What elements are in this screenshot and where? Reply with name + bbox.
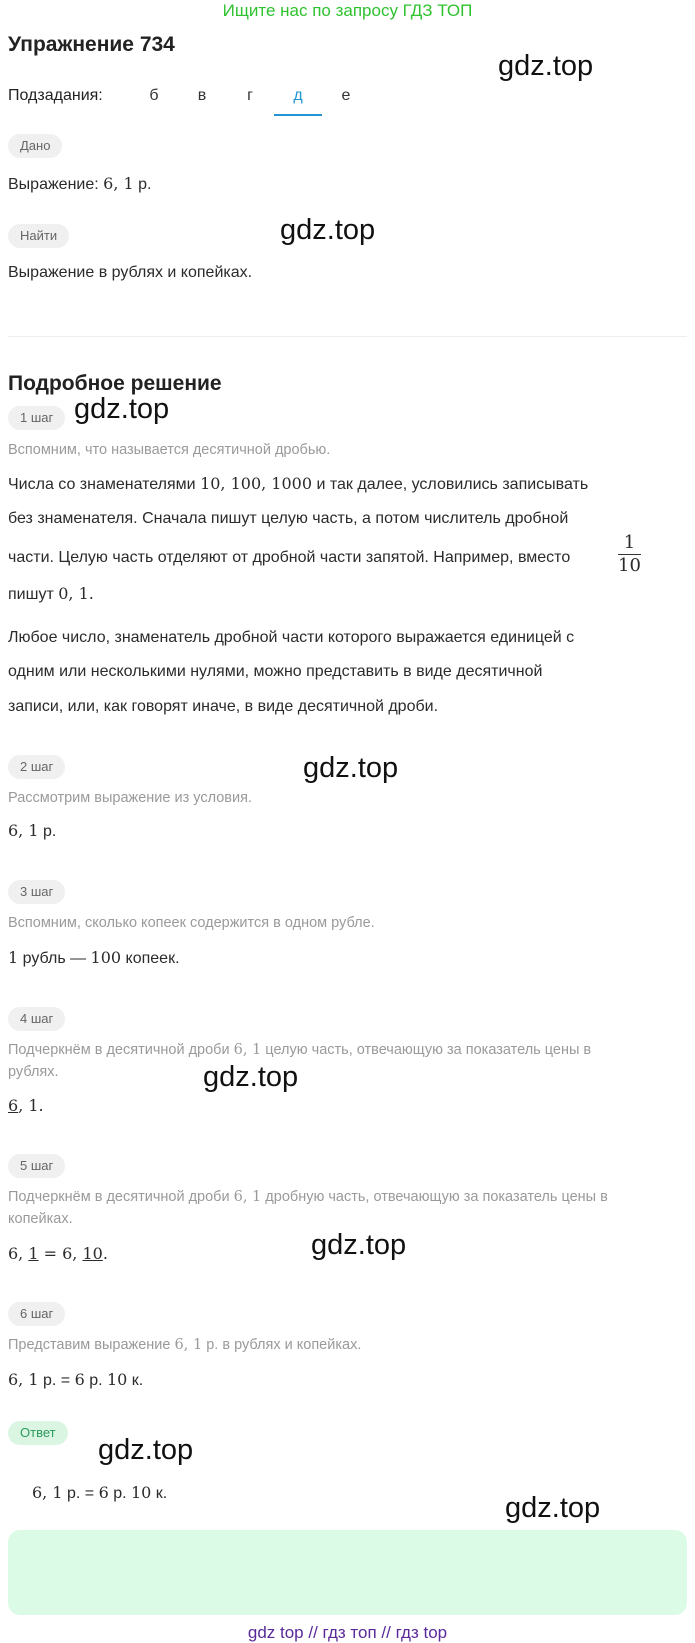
tab-e[interactable]: е [341,87,351,104]
math-span: 6, 1 [8,821,39,840]
step-badge: 1 шаг [8,406,65,430]
step-badge: 3 шаг [8,880,65,904]
divider [8,336,687,337]
footer-link[interactable]: гдз top [395,1623,448,1642]
step-hint [8,1334,361,1356]
math-span: 6 [98,1483,109,1502]
step-text: Любое число, знаменатель дробной части которого выражается единицей с [8,629,575,646]
step-badge: 4 шаг [8,1007,65,1031]
step-text: части. Целую часть отделяют от дробной части запятой. Например, вместо [8,549,571,566]
watermark: gdz.top [98,1434,194,1466]
step-text: записи, или, как говорят иначе, в виде десятичной дроби. [8,698,439,715]
page-title: Упражнение 734 [8,33,175,56]
math-span: = 6, [38,1244,83,1263]
step-text: без знаменателя. Сначала пишут целую часть, а потом числитель дробной [8,510,569,527]
step-badge: 5 шаг [8,1154,65,1178]
footer-links [0,1623,695,1643]
watermark: gdz.top [498,50,594,82]
text-span: рубль — [18,950,91,967]
watermark: gdz.top [303,752,399,784]
tab-d[interactable]: д [274,76,322,116]
text-span: Подчеркнём в десятичной дроби [8,1189,234,1205]
step-badge: 6 шаг [8,1302,65,1326]
step-hint: рублях. [8,1064,59,1080]
search-banner: Ищите нас по запросу ГДЗ ТОП [222,1,473,20]
text-span: Представим выражение [8,1337,175,1353]
given-badge: Дано [8,134,62,158]
tab-g[interactable]: г [247,87,253,104]
text-span: р. [108,1485,131,1502]
text-span: Числа со знаменателями [8,476,201,493]
text-span: к. [127,1372,144,1389]
step-badge: 2 шаг [8,755,65,779]
text-span: р. [38,823,57,840]
answer-math [32,1475,167,1511]
watermark: gdz.top [203,1061,299,1093]
fraction [618,532,641,577]
math-span: 10 [106,1370,128,1389]
text-span: копеек. [121,950,180,967]
step-hint: Рассмотрим выражение из условия. [8,790,252,806]
given-text [8,166,151,202]
step-text [8,466,588,502]
footer-separator: // [308,1623,318,1642]
step-text [8,576,94,612]
step-hint: Вспомним, сколько копеек содержится в одном рубле. [8,915,375,931]
text-span: р. = [38,1372,75,1389]
answer-box [8,1530,687,1615]
footer-separator: // [381,1623,391,1642]
text-span: р. в рублях и копейках. [202,1337,362,1353]
math-span: 6, 1 [233,1042,262,1058]
text-span: р. [84,1372,107,1389]
footer-link[interactable]: gdz top [247,1623,304,1642]
footer-link[interactable]: гдз топ [322,1623,377,1642]
find-text: Выражение в рублях и копейках. [8,264,253,281]
text-span: р. = [62,1485,99,1502]
watermark: gdz.top [505,1492,601,1524]
math-span: 10, 100, 1000 [200,474,313,493]
step-math [8,1088,44,1123]
math-span: 6 [74,1370,85,1389]
text-span: целую часть, отвечающую за показатель цены в [261,1042,592,1058]
given-math: 6, 1 [103,174,134,193]
underlined-math: 10 [82,1244,103,1263]
step-text: одним или несколькими нулями, можно представить в виде десятичной [8,663,543,680]
tab-v[interactable]: в [197,87,207,104]
tab-b[interactable]: б [149,87,159,104]
watermark: gdz.top [311,1229,407,1261]
math-span: , 1. [18,1096,44,1115]
math-span: 6, [8,1244,29,1263]
step-hint [8,1186,608,1208]
text-span: и так далее, условились записывать [312,476,589,493]
step-hint: Вспомним, что называется десятичной дробью. [8,442,331,458]
solution-title: Подробное решение [8,372,222,395]
math-span: 1 [8,948,19,967]
math-span: 6, 1 [233,1189,262,1205]
underlined-math: 6 [8,1096,19,1115]
step-hint [8,1039,591,1061]
given-suffix: р. [133,176,152,193]
math-span: 6, 1 [8,1370,39,1389]
step-hint: копейках. [8,1211,73,1227]
step-math [8,1362,143,1398]
subtasks-label: Подзадания: [8,87,103,104]
underlined-math: 1 [28,1244,39,1263]
math-span: 0, 1. [58,584,94,603]
watermark: gdz.top [280,214,376,246]
fraction-denominator: 10 [618,555,641,576]
text-span: пишут [8,586,59,603]
fraction-numerator: 1 [618,532,641,555]
subtask-tabs [130,76,370,116]
given-label: Выражение: [8,176,104,193]
math-span: 100 [90,948,122,967]
watermark: gdz.top [74,393,170,425]
step-math [8,1236,108,1271]
math-span: . [102,1244,108,1263]
step-math [8,813,56,849]
answer-badge: Ответ [8,1421,68,1445]
text-span: дробную часть, отвечающую за показатель цены в [261,1189,608,1205]
text-span: Подчеркнём в десятичной дроби [8,1042,234,1058]
math-span: 6, 1 [174,1337,203,1353]
math-span: 6, 1 [32,1483,63,1502]
step-math [8,940,180,976]
find-badge: Найти [8,224,69,248]
math-span: 10 [130,1483,152,1502]
text-span: к. [151,1485,168,1502]
